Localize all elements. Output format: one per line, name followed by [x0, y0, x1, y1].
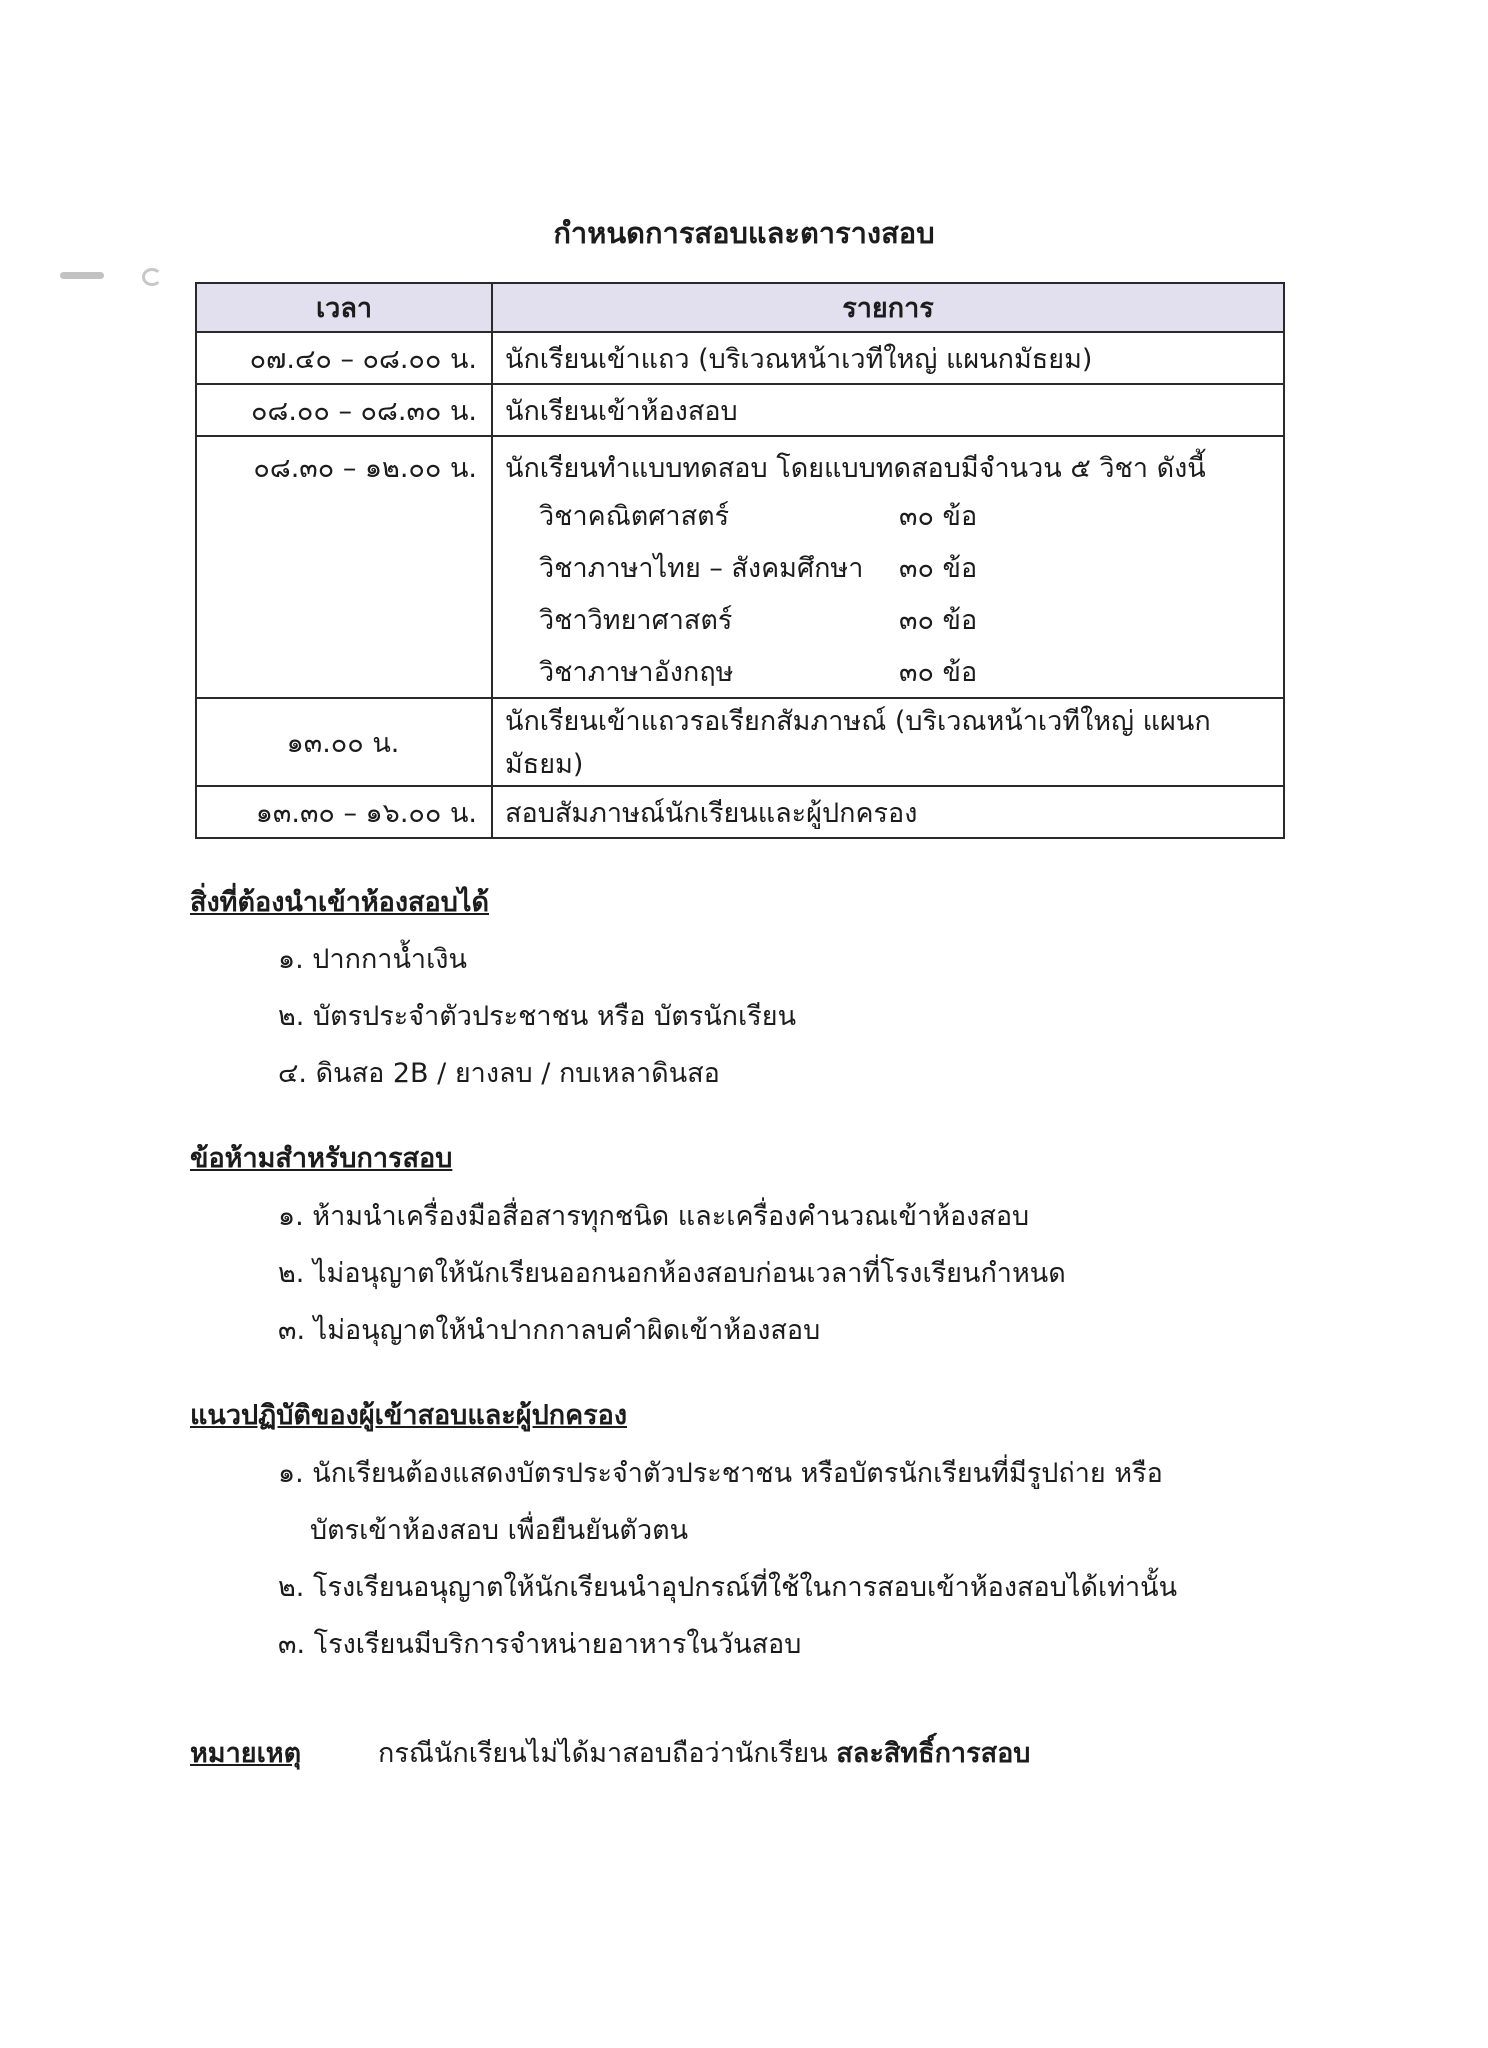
subject-name: วิชาคณิตศาสตร์: [539, 500, 730, 532]
row-time: ๐๗.๔๐ – ๐๘.๐๐ น.: [196, 332, 492, 384]
guideline-item: ๑. นักเรียนต้องแสดงบัตรประจำตัวประชาชน หรือบัตรนักเรียนที่มีรูปถ่าย หรือ: [278, 1458, 1163, 1489]
row-time: ๑๓.๐๐ น.: [196, 698, 492, 786]
table-row: [196, 332, 1284, 384]
subject-name: วิชาภาษาอังกฤษ: [539, 656, 734, 688]
row-item: นักเรียนเข้าแถวรอเรียกสัมภาษณ์ (บริเวณหน้าเวทีใหญ่ แผนกมัธยม): [492, 698, 1284, 786]
row-item-exam: [492, 436, 1284, 698]
row-item: นักเรียนเข้าห้องสอบ: [492, 384, 1284, 436]
note-text-line: [378, 1731, 1030, 1774]
note-text: กรณีนักเรียนไม่ได้มาสอบถือว่านักเรียน: [378, 1738, 828, 1769]
prohibited-item: ๑. ห้ามนำเครื่องมือสื่อสารทุกชนิด และเครื่องคำนวณเข้าห้องสอบ: [278, 1201, 1030, 1232]
prohibited-item: ๒. ไม่อนุญาตให้นักเรียนออกนอกห้องสอบก่อนเวลาที่โรงเรียนกำหนด: [278, 1258, 1066, 1289]
subject-name: วิชาวิทยาศาสตร์: [539, 604, 733, 636]
guidelines-heading: แนวปฏิบัติของผู้เข้าสอบและผู้ปกครอง: [190, 1400, 628, 1431]
table-header-row: [196, 283, 1284, 332]
note-label: หมายเหตุ: [190, 1738, 302, 1769]
guideline-item: ๓. โรงเรียนมีบริการจำหน่ายอาหารในวันสอบ: [278, 1629, 802, 1660]
header-time: เวลา: [196, 283, 492, 332]
table-row: [196, 786, 1284, 838]
exam-schedule-table: [195, 282, 1285, 839]
row-item: นักเรียนทำแบบทดสอบ โดยแบบทดสอบมีจำนวน ๕ วิชา ดังนี้: [505, 453, 1206, 484]
scan-smudge: [60, 272, 104, 279]
scan-smudge-mark: [142, 268, 162, 286]
row-time: ๐๘.๓๐ – ๑๒.๐๐ น.: [196, 436, 492, 698]
subject-count: ๓๐ ข้อ: [899, 500, 978, 532]
subject-line: [505, 593, 1271, 645]
subject-count: ๓๐ ข้อ: [899, 656, 978, 688]
subject-count: ๓๐ ข้อ: [899, 552, 978, 584]
table-row: [196, 384, 1284, 436]
page-title: กำหนดการสอบและตารางสอบ: [553, 216, 935, 250]
subject-line: [505, 645, 1271, 697]
table-row: [196, 698, 1284, 786]
row-time: ๐๘.๐๐ – ๐๘.๓๐ น.: [196, 384, 492, 436]
bring-item: ๒. บัตรประจำตัวประชาชน หรือ บัตรนักเรียน: [278, 1001, 797, 1032]
subject-line: [505, 541, 1271, 593]
subject-name: วิชาภาษาไทย – สังคมศึกษา: [539, 552, 864, 584]
row-item: นักเรียนเข้าแถว (บริเวณหน้าเวทีใหญ่ แผนกมัธยม): [492, 332, 1284, 384]
header-item: รายการ: [492, 283, 1284, 332]
bring-item: ๔. ดินสอ 2B / ยางลบ / กบเหลาดินสอ: [278, 1058, 720, 1089]
subject-count: ๓๐ ข้อ: [899, 604, 978, 636]
bring-item: ๑. ปากกาน้ำเงิน: [278, 944, 467, 975]
note-emphasis: สละสิทธิ์การสอบ: [836, 1738, 1031, 1769]
guideline-item-continuation: บัตรเข้าห้องสอบ เพื่อยืนยันตัวตน: [310, 1515, 689, 1546]
prohibited-item: ๓. ไม่อนุญาตให้นำปากกาลบคำผิดเข้าห้องสอบ: [278, 1315, 821, 1346]
bring-heading: สิ่งที่ต้องนำเข้าห้องสอบได้: [190, 887, 490, 918]
prohibited-heading: ข้อห้ามสำหรับการสอบ: [190, 1143, 453, 1174]
guideline-item: ๒. โรงเรียนอนุญาตให้นักเรียนนำอุปกรณ์ที่ใช้ในการสอบเข้าห้องสอบได้เท่านั้น: [278, 1572, 1178, 1603]
row-time: ๑๓.๓๐ – ๑๖.๐๐ น.: [196, 786, 492, 838]
table-row: [196, 436, 1284, 698]
subject-line: [505, 489, 1271, 541]
row-item: สอบสัมภาษณ์นักเรียนและผู้ปกครอง: [492, 786, 1284, 838]
